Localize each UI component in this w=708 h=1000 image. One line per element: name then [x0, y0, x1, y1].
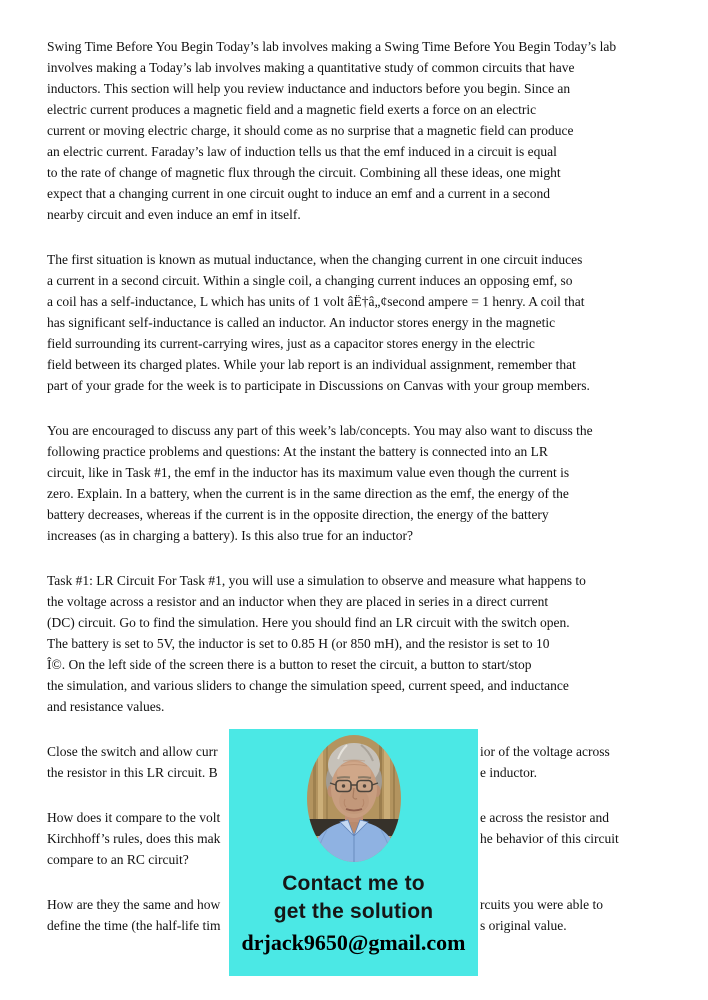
contact-text-line1: Contact me to	[282, 872, 425, 895]
text-line: field surrounding its current-carrying wires, just as a capacitor stores energy in the electric	[47, 336, 535, 351]
text-line: circuit, like in Task #1, the emf in the inductor has its maximum value even though the current is	[47, 465, 570, 480]
text-line: a coil has a self-inductance, L which has units of 1 volt âË†â„¢second ampere = 1 henry. A coil that	[47, 294, 585, 309]
contact-overlay	[229, 729, 478, 976]
text-fragment-right: he behavior of this circuit	[480, 831, 619, 846]
paragraph	[47, 36, 663, 225]
text-line: Î©. On the left side of the screen there is a button to reset the circuit, a button to start/stop	[47, 657, 532, 672]
text-line: electric current produces a magnetic field and a magnetic field exerts a force on an electric	[47, 102, 537, 117]
text-fragment-right: e inductor.	[480, 765, 537, 780]
text-line: The first situation is known as mutual inductance, when the changing current in one circuit induces	[47, 252, 583, 267]
text-line: expect that a changing current in one circuit ought to induce an emf and a current in a second	[47, 186, 551, 201]
text-line: battery decreases, whereas if the current is in the opposite direction, the energy of the battery	[47, 507, 549, 522]
paragraph	[47, 420, 663, 546]
text-fragment-right: ior of the voltage across	[480, 744, 610, 759]
text-line: inductors. This section will help you review inductance and inductors before you begin. Since an	[47, 81, 571, 96]
text-line: has significant self-inductance is called an inductor. An inductor stores energy in the magnetic	[47, 315, 556, 330]
text-line: and resistance values.	[47, 699, 165, 714]
text-line: field between its charged plates. While your lab report is an individual assignment, remember that	[47, 357, 576, 372]
text-line: following practice problems and questions: At the instant the battery is connected into an LR	[47, 444, 548, 459]
text-fragment-left: How does it compare to the volt	[47, 810, 221, 825]
text-fragment-left: define the time (the half-life tim	[47, 918, 221, 933]
text-line: increases (as in charging a battery). Is this also true for an inductor?	[47, 528, 413, 543]
text-line: the simulation, and various sliders to change the simulation speed, current speed, and inductance	[47, 678, 569, 693]
text-fragment-left: Close the switch and allow curr	[47, 744, 218, 759]
text-line: the voltage across a resistor and an inductor when they are placed in series in a direct current	[47, 594, 549, 609]
text-line: Task #1: LR Circuit For Task #1, you will use a simulation to observe and measure what happens to	[47, 573, 586, 588]
paragraph	[47, 570, 663, 717]
text-line: Swing Time Before You Begin Today’s lab involves making a Swing Time Before You Begin Today’s lab	[47, 39, 617, 54]
text-fragment-right: s original value.	[480, 918, 567, 933]
contact-text-line2: get the solution	[273, 900, 434, 923]
text-fragment-left: the resistor in this LR circuit. B	[47, 765, 218, 780]
text-fragment-left: How are they the same and how	[47, 897, 221, 912]
text-fragment-left: Kirchhoff’s rules, does this mak	[47, 831, 221, 846]
text-line: current or moving electric charge, it should come as no surprise that a magnetic field can produce	[47, 123, 574, 138]
contact-email: drjack9650@gmail.com	[241, 930, 466, 955]
text-fragment-right: e across the resistor and	[480, 810, 609, 825]
text-line: an electric current. Faraday’s law of induction tells us that the emf induced in a circuit is equal	[47, 144, 557, 159]
text-line: compare to an RC circuit?	[47, 852, 189, 867]
text-line: You are encouraged to discuss any part of this week’s lab/concepts. You may also want to discuss the	[47, 423, 593, 438]
text-line: The battery is set to 5V, the inductor is set to 0.85 H (or 850 mH), and the resistor is set to 10	[47, 636, 550, 651]
text-line: part of your grade for the week is to participate in Discussions on Canvas with your group members.	[47, 378, 590, 393]
text-line: involves making a Today’s lab involves making a quantitative study of common circuits that have	[47, 60, 575, 75]
text-line: zero. Explain. In a battery, when the current is in the same direction as the emf, the energy of the	[47, 486, 569, 501]
text-line: nearby circuit and even induce an emf in itself.	[47, 207, 301, 222]
text-line: (DC) circuit. Go to find the simulation. Here you should find an LR circuit with the switch open.	[47, 615, 570, 630]
text-line: a current in a second circuit. Within a single coil, a changing current induces an opposing emf, so	[47, 273, 573, 288]
elderly-man-portrait-photo	[307, 735, 401, 862]
paragraph	[47, 249, 663, 396]
text-line: to the rate of change of magnetic flux through the circuit. Combining all these ideas, one might	[47, 165, 561, 180]
text-fragment-right: rcuits you were able to	[480, 897, 603, 912]
